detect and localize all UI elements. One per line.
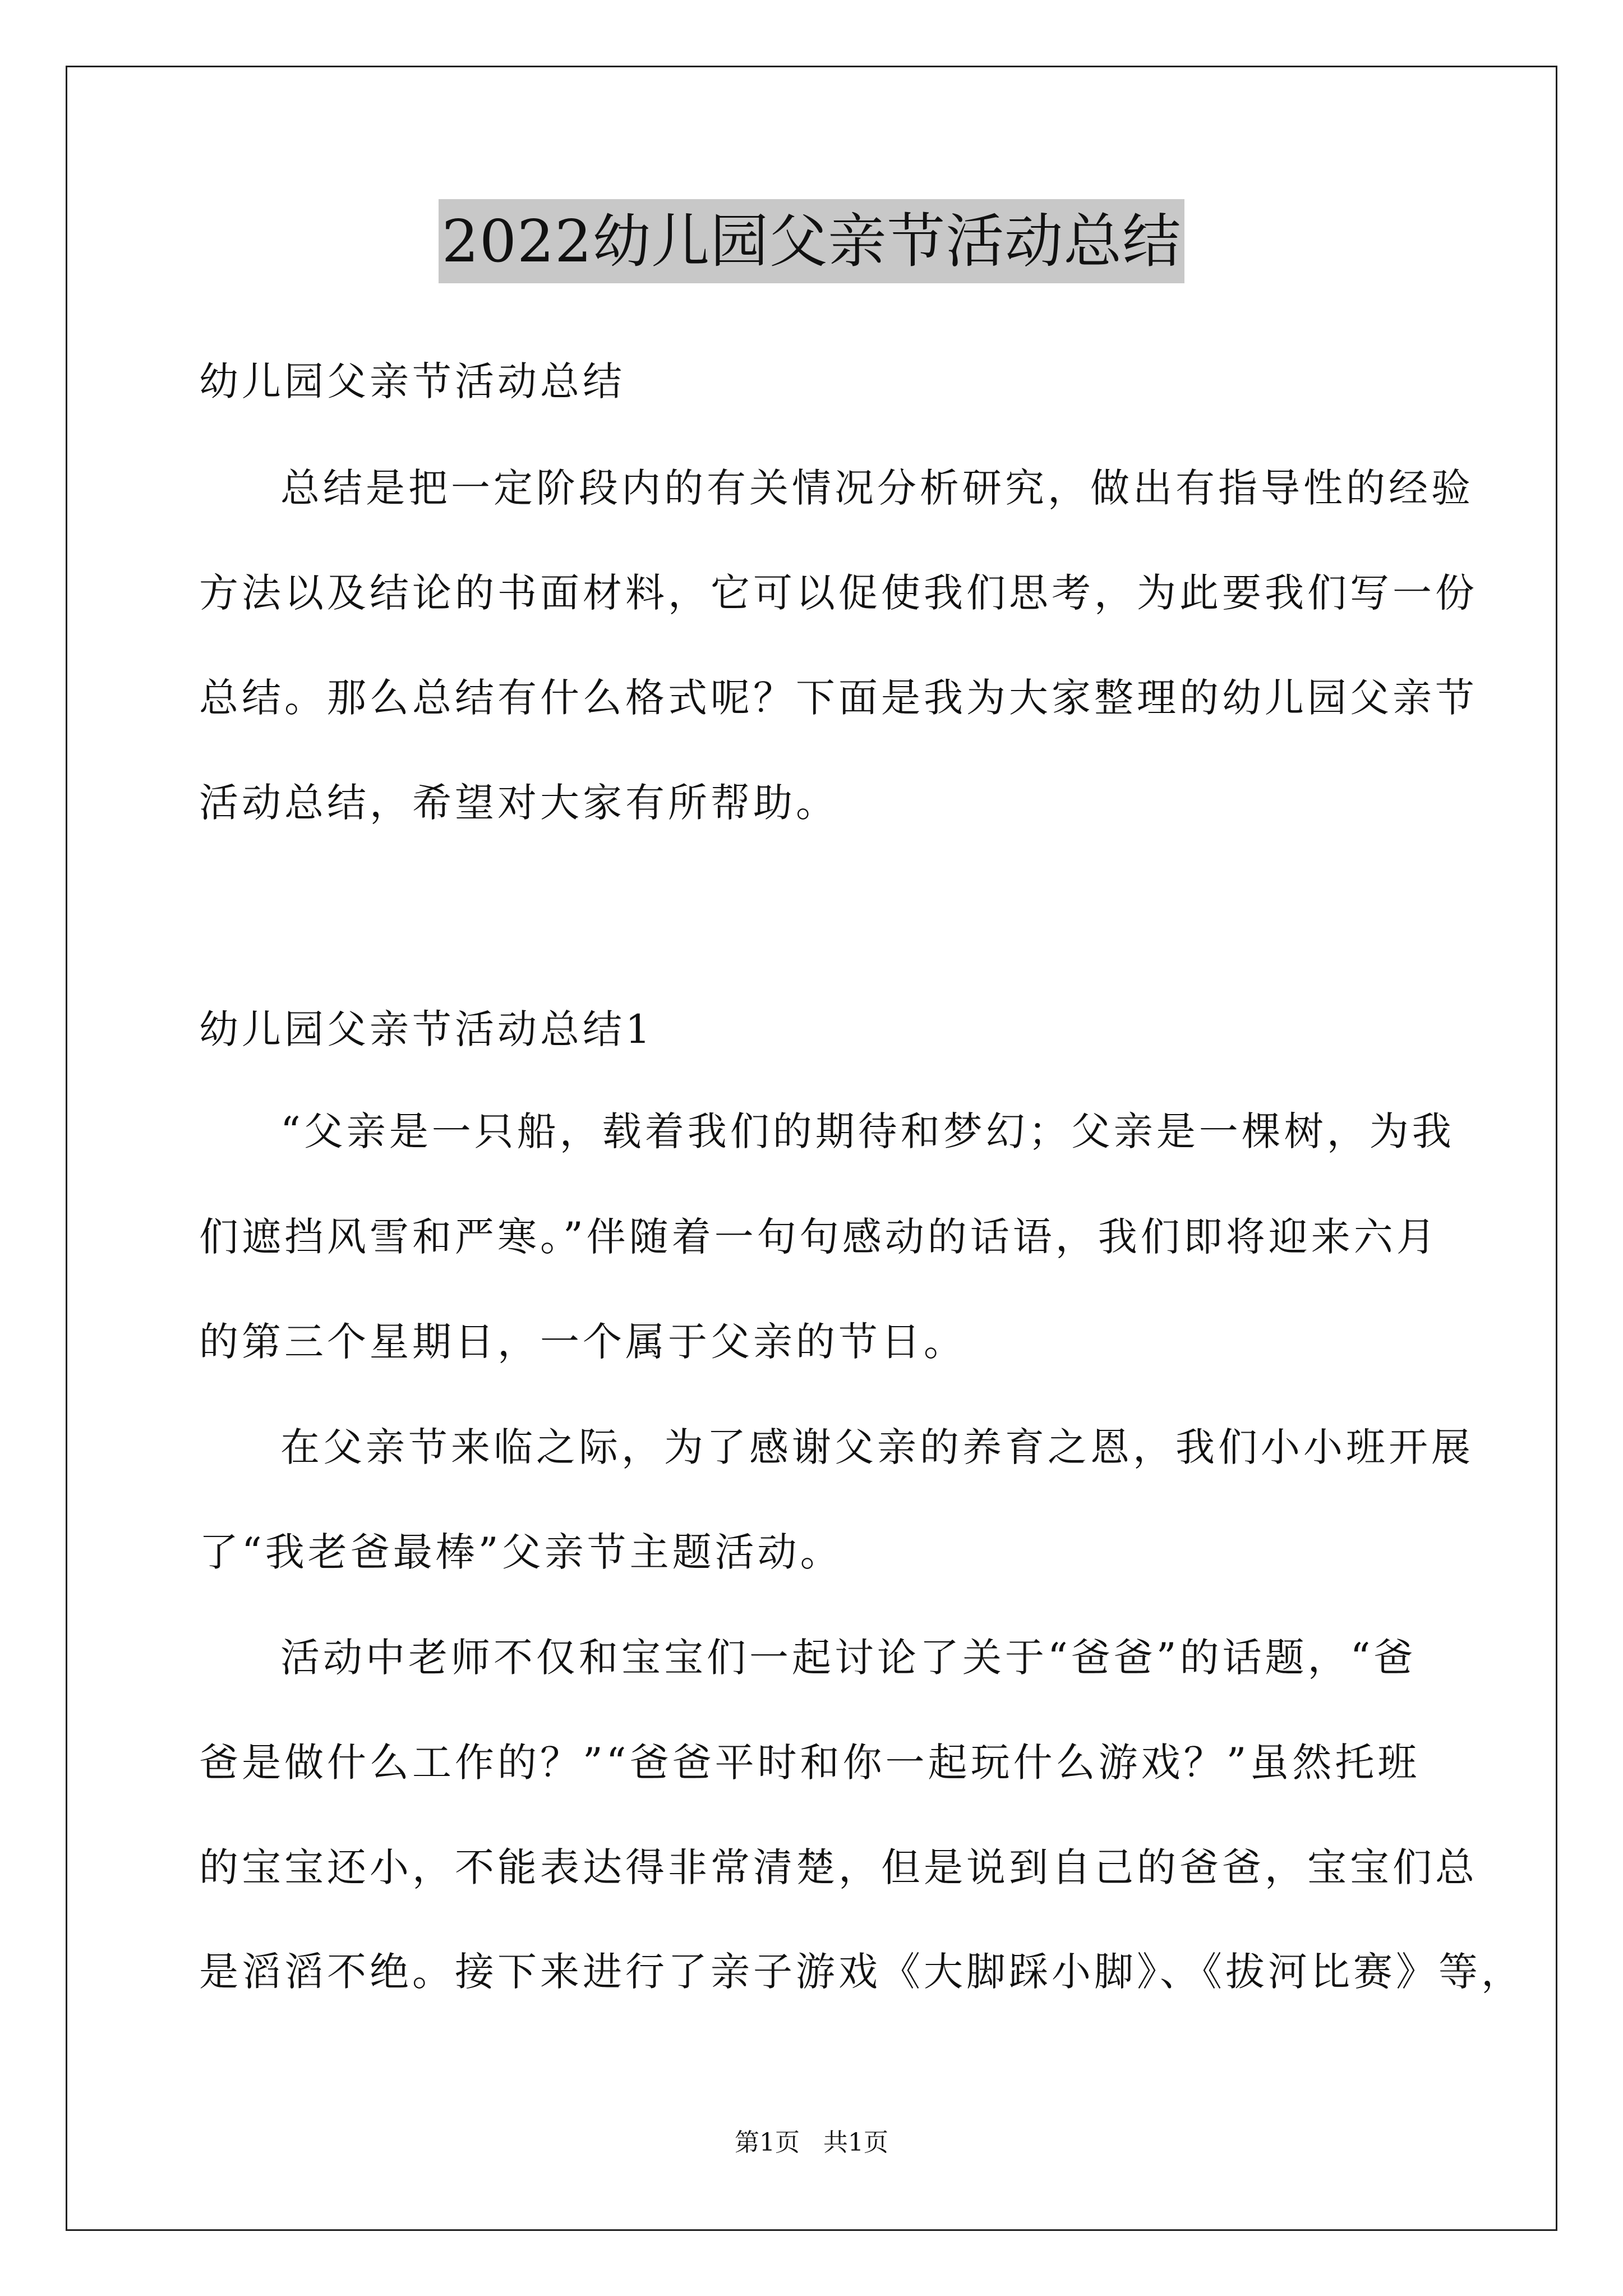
paragraph-line: 们遮挡风雪和严寒。”伴随着一句句感动的话语，我们即将迎来六月: [199, 1214, 1439, 1260]
paragraph-line: 在父亲节来临之际，为了感谢父亲的养育之恩，我们小小班开展: [280, 1424, 1474, 1470]
document-title: 2022幼儿园父亲节活动总结: [439, 199, 1185, 283]
section-heading: 幼儿园父亲节活动总结: [199, 358, 625, 404]
paragraph-line: 活动总结，希望对大家有所帮助。: [199, 780, 838, 826]
page-number: 第1页: [735, 2128, 800, 2157]
page-footer: [0, 2126, 1623, 2160]
section-heading: 幼儿园父亲节活动总结1: [199, 1006, 654, 1052]
paragraph-line: 总结。那么总结有什么格式呢？下面是我为大家整理的幼儿园父亲节: [199, 675, 1478, 721]
paragraph-line: 方法以及结论的书面材料，它可以促使我们思考，为此要我们写一份: [199, 570, 1478, 616]
paragraph-line: 爸是做什么工作的？”“爸爸平时和你一起玩什么游戏？”虽然托班: [199, 1740, 1421, 1786]
paragraph-line: 是滔滔不绝。接下来进行了亲子游戏《大脚踩小脚》、《拔河比赛》等，: [199, 1949, 1524, 1995]
paragraph-line: 总结是把一定阶段内的有关情况分析研究，做出有指导性的经验: [280, 465, 1474, 511]
paragraph-line: 的宝宝还小，不能表达得非常清楚，但是说到自己的爸爸，宝宝们总: [199, 1844, 1478, 1890]
paragraph-line: 的第三个星期日，一个属于父亲的节日。: [199, 1319, 966, 1365]
title-container: [0, 199, 1623, 283]
paragraph-line: “父亲是一只船，载着我们的期待和梦幻；父亲是一棵树，为我: [280, 1108, 1455, 1154]
page-total: 共1页: [823, 2128, 888, 2157]
paragraph-line: 活动中老师不仅和宝宝们一起讨论了关于“爸爸”的话题，“爸: [280, 1635, 1417, 1681]
paragraph-line: 了“我老爸最棒”父亲节主题活动。: [199, 1529, 843, 1575]
